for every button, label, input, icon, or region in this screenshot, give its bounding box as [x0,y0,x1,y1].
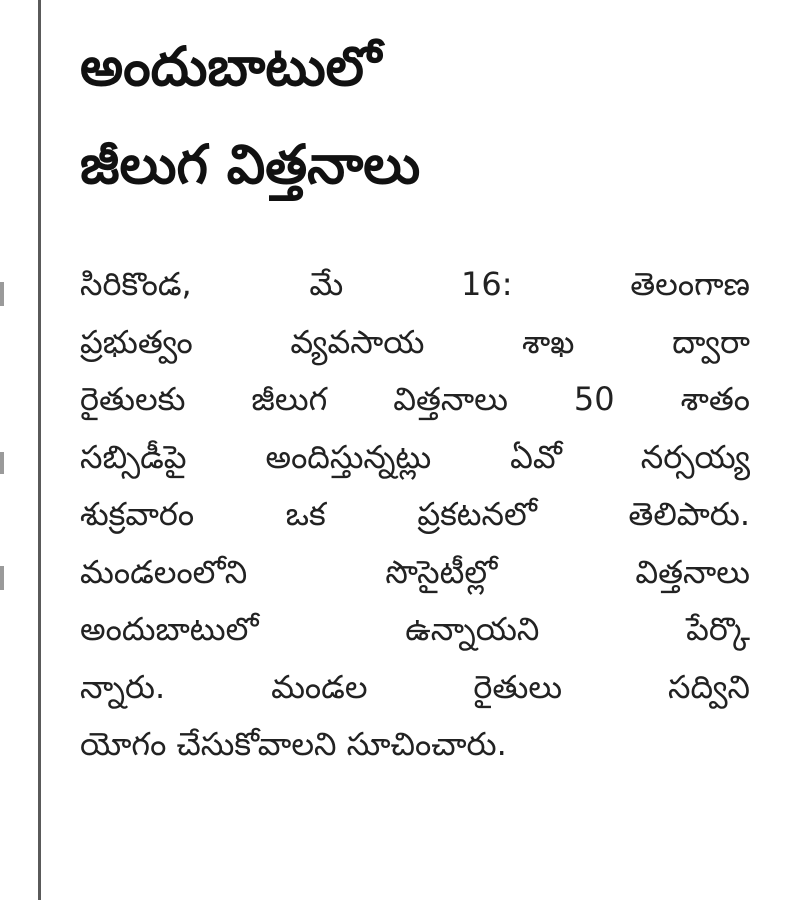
body-line: ప్రభుత్వం వ్యవసాయ శాఖ ద్వారా [80,322,750,361]
adjacent-column-edge-mark [0,282,4,306]
body-line: శుక్రవారం ఒక ప్రకటనలో తెలిపారు. [80,495,750,533]
adjacent-column-edge-mark [0,452,4,474]
body-line: మండలంలోని సొసైటీల్లో విత్తనాలు [80,552,750,591]
news-article [80,0,760,900]
body-line: అందుబాటులో ఉన్నాయని పేర్కొ [80,610,750,648]
headline-line: జీలుగ విత్తనాలు [80,133,421,196]
article-body [80,256,750,774]
headline-line: అందుబాటులో [80,35,382,98]
body-line: రైతులకు జీలుగ విత్తనాలు 50 శాతం [80,380,750,418]
body-line: సబ్సిడీపై అందిస్తున్నట్లు ఏవో నర్సయ్య [80,437,750,476]
body-line: సిరికొండ, మే 16: తెలంగాణ [80,265,750,303]
article-headline [80,18,760,214]
body-line: యోగం చేసుకోవాలని సూచించారు. [80,725,507,763]
column-divider-line [38,0,41,900]
adjacent-column-edge-mark [0,566,4,590]
body-line: న్నారు. మండల రైతులు సద్విని [80,667,750,706]
